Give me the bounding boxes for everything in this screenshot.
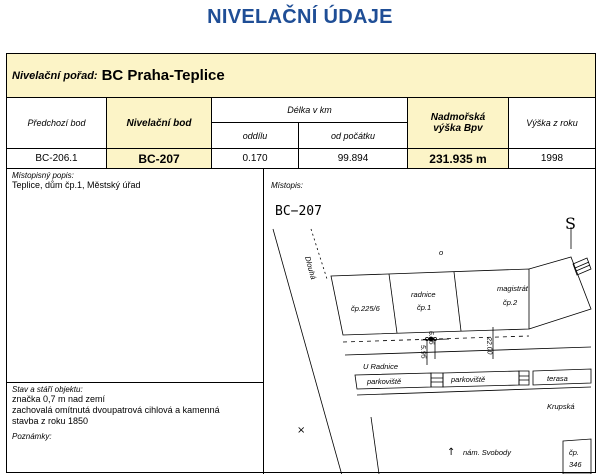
- dimension-label: 22.00: [485, 336, 493, 355]
- building-hatch: [575, 262, 590, 271]
- parking-hatch: [519, 371, 529, 385]
- mark-o: o: [439, 248, 444, 257]
- street-label-krupska: Krupská: [547, 402, 575, 411]
- condition-block: [12, 385, 262, 441]
- building-divider: [454, 272, 461, 331]
- header-elevation: Nadmořská výška Bpv: [408, 98, 509, 148]
- building-divider: [389, 274, 397, 333]
- square-outline: [371, 417, 379, 474]
- cell-section: 0.170: [212, 148, 299, 168]
- cell-year: 1998: [509, 148, 595, 168]
- parking-label: parkoviště: [451, 375, 486, 384]
- building-label-cp1: čp.1: [417, 303, 432, 312]
- street-label-u-radnice: U Radnice: [363, 362, 399, 371]
- condition-label: Stav a stáří objektu:: [12, 385, 83, 394]
- location-block: [12, 171, 260, 191]
- cell-prev-point: BC-206.1: [7, 148, 107, 168]
- condition-line: stavba z roku 1850: [12, 416, 89, 426]
- header-from-start: od počátku: [299, 123, 408, 148]
- header-prev-point: Předchozí bod: [7, 98, 107, 148]
- route-label: Nivelační pořad:: [12, 69, 98, 82]
- cell-elevation: 231.935 m: [408, 148, 509, 168]
- building-label-225: čp.225/6: [351, 304, 380, 313]
- notes-label: Poznámky:: [12, 432, 52, 441]
- cell-level-point: BC-207: [107, 148, 212, 168]
- header-section: oddílu: [212, 123, 299, 148]
- marker-x: ×: [297, 425, 306, 436]
- condition-line: zachovalá omítnutá dvoupatrová cihlová a kamenná: [12, 405, 220, 415]
- header-height-year: Výška z roku: [526, 118, 578, 128]
- north-label: S: [565, 214, 576, 233]
- building-label-radnice: radnice: [411, 290, 436, 299]
- dimension-label: 6.85: [427, 330, 435, 345]
- parking-hatch: [519, 376, 529, 380]
- header-level-point: Nivelační bod: [107, 98, 212, 148]
- street-edge: [345, 347, 591, 355]
- page-title: NIVELAČNÍ ÚDAJE: [207, 6, 393, 28]
- location-map: [271, 199, 595, 474]
- building-label-magistrat: magistrát: [497, 284, 528, 293]
- parking-hatch: [431, 373, 443, 387]
- street-label-dlouha: Dlouhá: [303, 255, 318, 281]
- parking-hatch: [431, 378, 443, 382]
- building-outline: [331, 269, 529, 335]
- location-label: Místopisný popis:: [12, 171, 74, 180]
- route-bar: [7, 54, 595, 98]
- header-length: Délka v km: [212, 98, 408, 123]
- building-label-346: 346: [569, 460, 582, 469]
- map-label: Místopis:: [271, 181, 304, 190]
- route-value: BC Praha-Teplice: [101, 67, 225, 84]
- terrace-label: terasa: [547, 374, 568, 383]
- map-point-id: BC−207: [275, 204, 322, 219]
- sidewalk-line: [343, 336, 529, 342]
- cell-from-start: 99.894: [299, 148, 408, 168]
- building-label-cp2: čp.2: [503, 298, 518, 307]
- dimension-label: 5.95: [419, 344, 427, 359]
- marker-arrow: ↑: [447, 447, 456, 458]
- leveling-sheet: [6, 53, 596, 473]
- building-hatch: [573, 258, 591, 275]
- condition-line: značka 0,7 m nad zemí: [12, 394, 106, 404]
- building-outline: [529, 257, 591, 329]
- body-divider: [7, 168, 595, 169]
- square-label: nám. Svobody: [463, 448, 511, 457]
- body-column-divider: [263, 168, 264, 474]
- condition-divider: [7, 382, 263, 383]
- parking-label: parkoviště: [367, 377, 402, 386]
- location-text: Teplice, dům čp.1, Městský úřad: [12, 180, 141, 190]
- building-label-cp: čp.: [569, 448, 580, 457]
